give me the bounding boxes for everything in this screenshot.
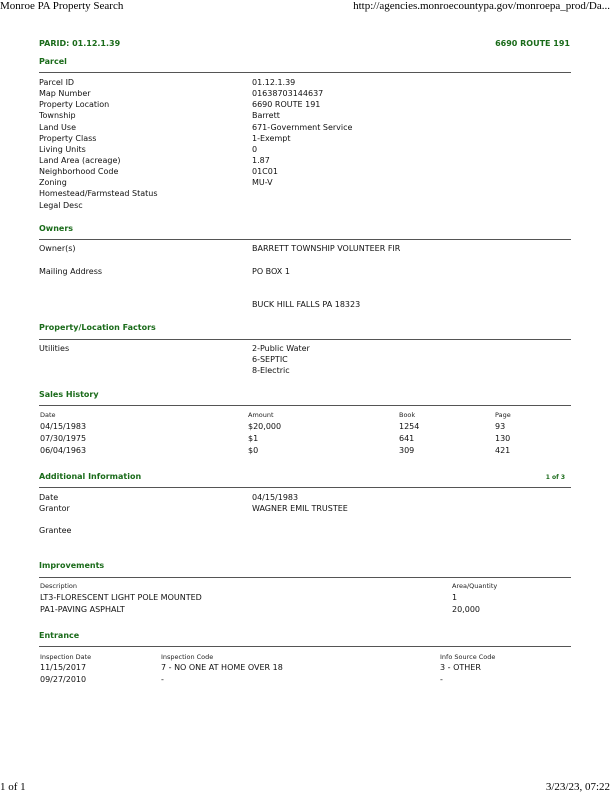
utility-item: 8-Electric [252,366,290,375]
section-title-entrance: Entrance [39,631,80,640]
improvements-cell-area: 1 [452,593,458,602]
section-rule-entrance [39,646,571,647]
sales-cell-page: 93 [495,422,506,431]
print-page-count: 1 of 1 [0,781,26,793]
section-rule-parcel [39,72,571,73]
parcel-label-homestead-status: Homestead/Farmstead Status [39,189,158,198]
sales-col-book: Book [399,411,416,419]
section-title-additional: Additional Information [39,472,142,481]
parcel-label-township: Township [39,111,76,120]
parcel-value-property-class: 1-Exempt [252,134,291,143]
entrance-cell-code: - [161,675,164,684]
grantor-value: WAGNER EMIL TRUSTEE [252,504,348,513]
parcel-value-land-use: 671-Government Service [252,123,353,132]
print-datetime: 3/23/23, 07:22 [545,781,610,793]
section-rule-owners [39,239,571,240]
grantee-label: Grantee [39,526,72,535]
parcel-label-legal-desc: Legal Desc [39,201,83,210]
parcel-value-property-location: 6690 ROUTE 191 [252,100,321,109]
parcel-label-living-units: Living Units [39,145,86,154]
entrance-cell-date: 09/27/2010 [40,675,87,684]
sales-cell-date: 06/04/1963 [40,446,87,455]
utilities-label: Utilities [39,344,70,353]
entrance-cell-source: 3 - OTHER [440,663,481,672]
parcel-label-neighborhood-code: Neighborhood Code [39,167,119,176]
mailing-address-line2: BUCK HILL FALLS PA 18323 [252,300,361,309]
sales-cell-amount: $20,000 [248,422,282,431]
entrance-cell-date: 11/15/2017 [40,663,87,672]
section-title-parcel: Parcel [39,57,67,66]
parcel-value-zoning: MU-V [252,178,273,187]
parcel-value-parcel-id: 01.12.1.39 [252,78,296,87]
section-title-factors: Property/Location Factors [39,323,156,332]
entrance-col-inspection-code: Inspection Code [161,653,214,661]
owners-label: Owner(s) [39,244,76,253]
utility-item: 6-SEPTIC [252,355,288,364]
sales-cell-page: 421 [495,446,511,455]
parcel-value-township: Barrett [252,111,280,120]
sales-cell-amount: $0 [248,446,259,455]
section-rule-additional [39,487,571,488]
parcel-value-neighborhood-code: 01C01 [252,167,278,176]
print-page-url: http://agencies.monroecountypa.gov/monroepa_prod/Da... [353,0,610,12]
entrance-cell-code: 7 - NO ONE AT HOME OVER 18 [161,663,283,672]
sales-col-page: Page [495,411,511,419]
grantor-label: Grantor [39,504,70,513]
improvements-col-description: Description [40,582,78,590]
print-footer [0,781,612,793]
print-page-title: Monroe PA Property Search [0,0,124,12]
entrance-col-inspection-date: Inspection Date [40,653,92,661]
print-header [0,0,612,14]
improvements-cell-area: 20,000 [452,605,480,614]
mailing-address-label: Mailing Address [39,267,103,276]
parcel-label-land-area: Land Area (acreage) [39,156,121,165]
parcel-value-map-number: 01638703144637 [252,89,324,98]
sales-cell-book: 309 [399,446,415,455]
additional-date-label: Date [39,493,59,502]
entrance-col-info-source: Info Source Code [440,653,496,661]
section-title-owners: Owners [39,224,74,233]
sales-col-amount: Amount [248,411,274,419]
section-title-improvements: Improvements [39,561,105,570]
parcel-label-parcel-id: Parcel ID [39,78,75,87]
section-rule-sales [39,405,571,406]
parcel-value-living-units: 0 [252,145,258,154]
parcel-label-land-use: Land Use [39,123,76,132]
improvements-col-area: Area/Quantity [452,582,498,590]
sales-col-date: Date [40,411,56,419]
sales-cell-book: 641 [399,434,415,443]
entrance-cell-source: - [440,675,443,684]
improvements-cell-description: PA1-PAVING ASPHALT [40,605,125,614]
sales-cell-book: 1254 [399,422,420,431]
parid-heading: PARID: 01.12.1.39 [39,39,121,48]
owners-value: BARRETT TOWNSHIP VOLUNTEER FIR [252,244,401,253]
section-title-sales: Sales History [39,390,99,399]
sales-cell-page: 130 [495,434,511,443]
mailing-address-line1: PO BOX 1 [252,267,290,276]
improvements-cell-description: LT3-FLORESCENT LIGHT POLE MOUNTED [40,593,202,602]
sales-cell-date: 07/30/1975 [40,434,87,443]
sales-cell-amount: $1 [248,434,259,443]
parcel-value-land-area: 1.87 [252,156,270,165]
section-rule-factors [39,339,571,340]
section-rule-improvements [39,577,571,578]
parcel-label-zoning: Zoning [39,178,67,187]
additional-date-value: 04/15/1983 [252,493,299,502]
parcel-label-property-location: Property Location [39,100,110,109]
parcel-label-property-class: Property Class [39,134,97,143]
sales-cell-date: 04/15/1983 [40,422,87,431]
utility-item: 2-Public Water [252,344,310,353]
additional-pager[interactable]: 1 of 3 [545,474,565,481]
address-heading: 6690 ROUTE 191 [495,39,570,48]
parcel-label-map-number: Map Number [39,89,91,98]
